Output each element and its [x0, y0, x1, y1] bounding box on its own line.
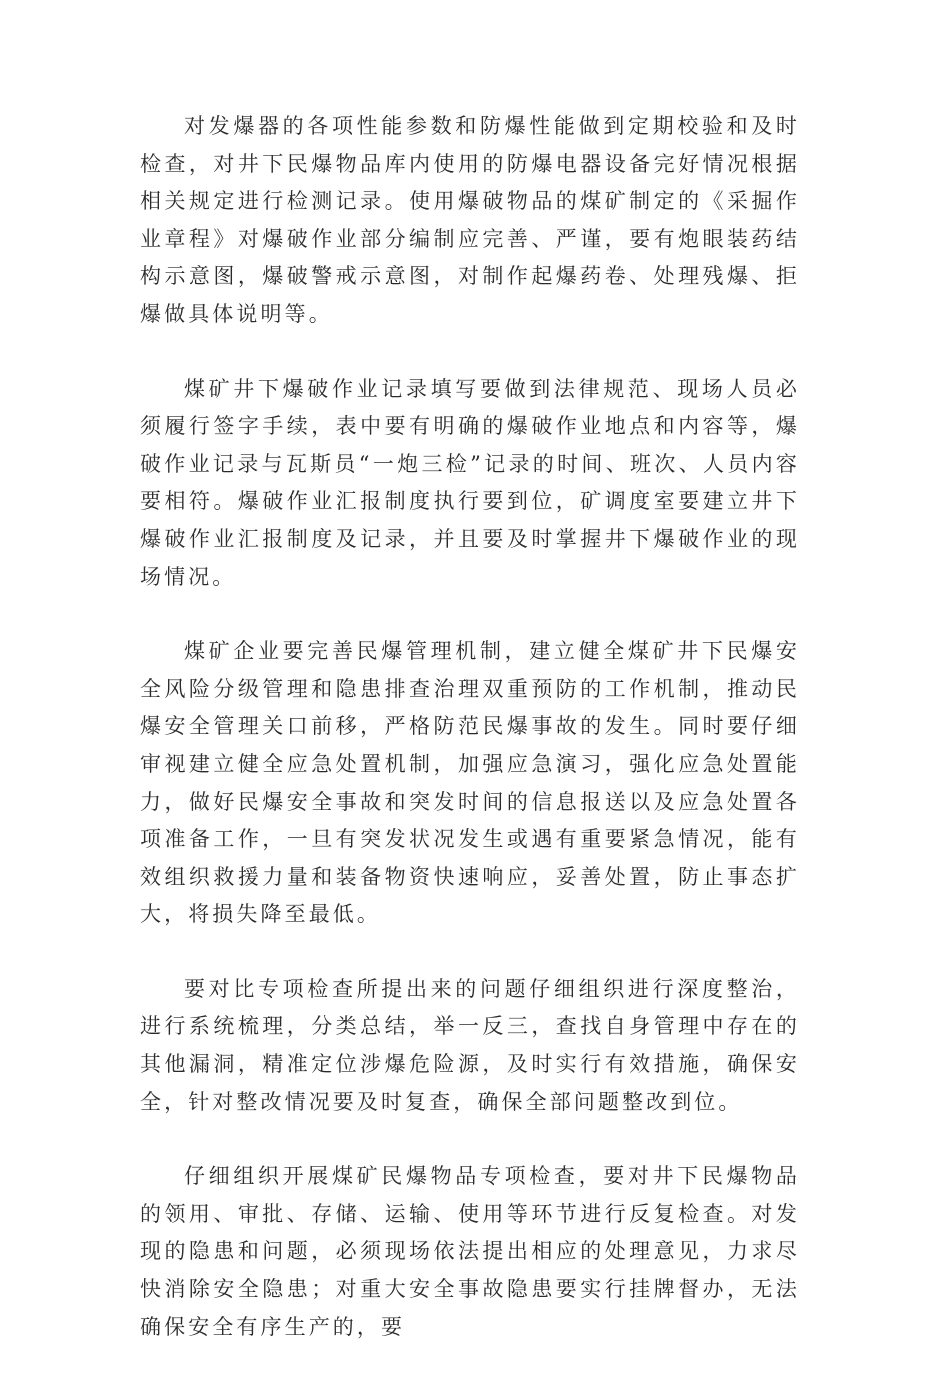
document-body: [140, 108, 800, 1383]
paragraph-2: 煤矿井下爆破作业记录填写要做到法律规范、现场人员必须履行签字手续，表中要有明确的爆破作业地点和内容等，爆破作业记录与瓦斯员“一炮三检”记录的时间、班次、人员内容要相符。爆破作业汇报制度执行要到位，矿调度室要建立井下爆破作业汇报制度及记录，并且要及时掌握井下爆破作业的现场情况。: [140, 376, 800, 589]
paragraph-1: 对发爆器的各项性能参数和防爆性能做到定期校验和及时检查，对井下民爆物品库内使用的防爆电器设备完好情况根据相关规定进行检测记录。使用爆破物品的煤矿制定的《采掘作业章程》对爆破作业部分编制应完善、严谨，要有炮眼装药结构示意图，爆破警戒示意图，对制作起爆药卷、处理残爆、拒爆做具体说明等。: [140, 114, 800, 326]
paragraph-3: 煤矿企业要完善民爆管理机制，建立健全煤矿井下民爆安全风险分级管理和隐患排查治理双重预防的工作机制，推动民爆安全管理关口前移，严格防范民爆事故的发生。同时要仔细审视建立健全应急处置机制，加强应急演习，强化应急处置能力，做好民爆安全事故和突发时间的信息报送以及应急处置各项准备工作，一旦有突发状况发生或遇有重要紧急情况，能有效组织救援力量和装备物资快速响应，妥善处置，防止事态扩大，将损失降至最低。: [140, 639, 800, 927]
paragraph-4: 要对比专项检查所提出来的问题仔细组织进行深度整治，进行系统梳理，分类总结，举一反三，查找自身管理中存在的其他漏洞，精准定位涉爆危险源，及时实行有效措施，确保安全，针对整改情况要及时复查，确保全部问题整改到位。: [140, 976, 800, 1114]
paragraph-5: 仔细组织开展煤矿民爆物品专项检查，要对井下民爆物品的领用、审批、存储、运输、使用等环节进行反复检查。对发现的隐患和问题，必须现场依法提出相应的处理意见，力求尽快消除安全隐患；对重大安全事故隐患要实行挂牌督办，无法确保安全有序生产的，要: [140, 1164, 800, 1339]
